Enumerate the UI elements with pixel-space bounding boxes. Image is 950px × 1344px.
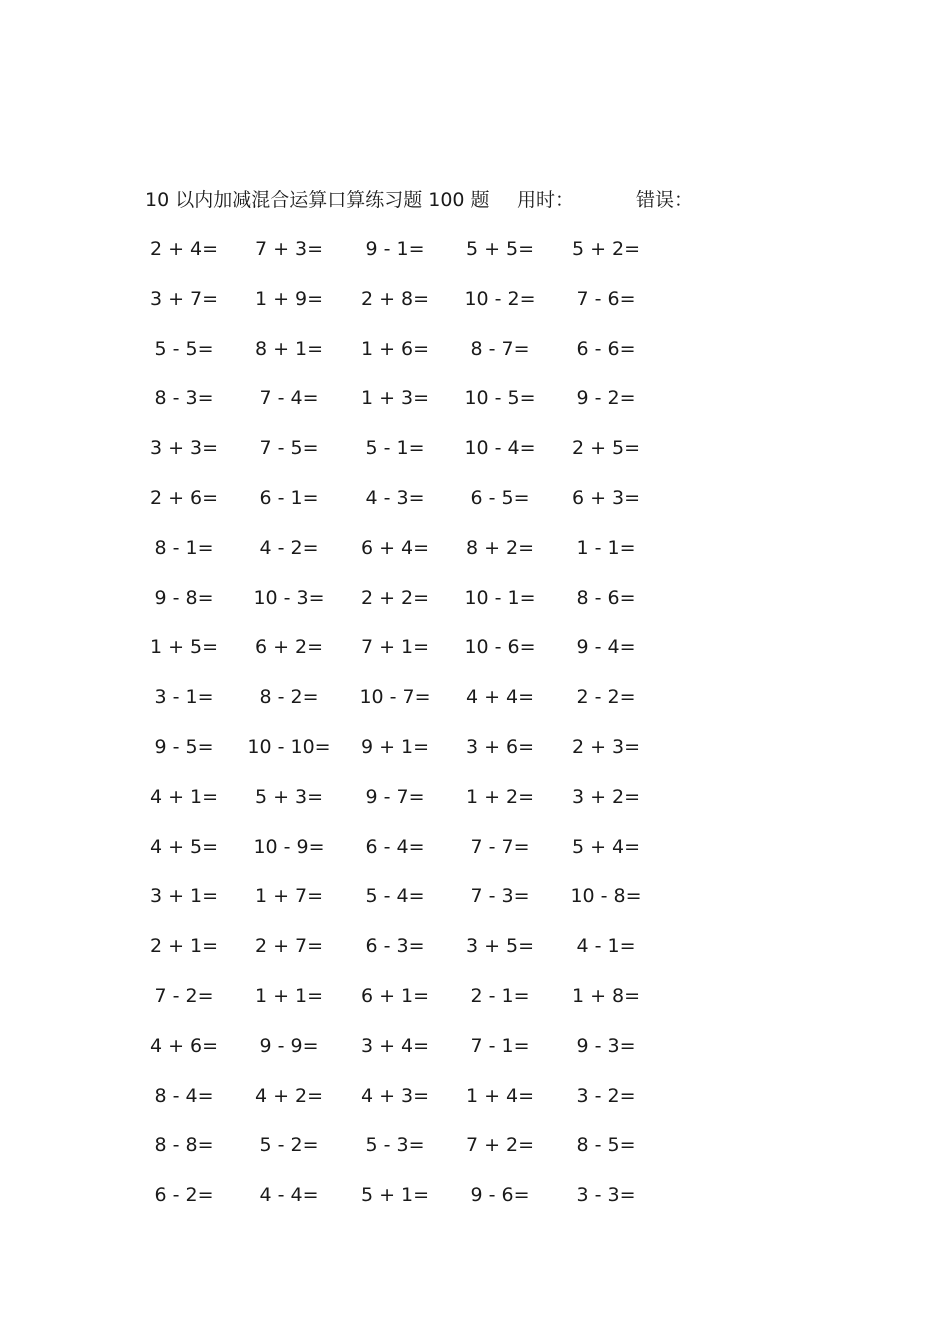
problem: 6 + 1= [360, 984, 430, 1007]
problem: 5 + 3= [254, 785, 324, 808]
problem: 10 - 3= [253, 586, 325, 609]
problem: 9 - 2= [576, 387, 636, 410]
problem: 1 + 6= [360, 337, 430, 360]
problem: 6 - 1= [259, 486, 319, 509]
problem: 2 - 1= [470, 984, 530, 1007]
problem-row [0, 882, 950, 932]
problem-row [0, 384, 950, 434]
problem: 4 + 2= [254, 1084, 324, 1107]
problem: 1 + 2= [465, 785, 535, 808]
problem-row [0, 733, 950, 783]
problem: 3 - 1= [154, 686, 214, 709]
problem: 4 - 3= [365, 486, 425, 509]
problem: 9 - 9= [259, 1034, 319, 1057]
problem: 2 + 1= [149, 935, 219, 958]
problem-row [0, 783, 950, 833]
problem: 2 + 5= [571, 437, 641, 460]
problem: 3 - 3= [576, 1184, 636, 1207]
worksheet-title: 10 以内加减混合运算口算练习题 100 题 [145, 189, 490, 211]
problem: 6 - 6= [576, 337, 636, 360]
problem: 1 + 1= [254, 984, 324, 1007]
problem: 4 + 3= [360, 1084, 430, 1107]
problem: 8 + 2= [465, 536, 535, 559]
problem: 5 - 3= [365, 1134, 425, 1157]
problem: 7 - 1= [470, 1034, 530, 1057]
problem: 4 + 6= [149, 1034, 219, 1057]
problem: 9 + 1= [360, 735, 430, 758]
problem: 7 + 1= [360, 636, 430, 659]
problem: 7 - 3= [470, 885, 530, 908]
problem: 8 - 7= [470, 337, 530, 360]
problem: 5 + 1= [360, 1184, 430, 1207]
problem: 4 - 1= [576, 935, 636, 958]
problem: 8 - 4= [154, 1084, 214, 1107]
worksheet-header [0, 186, 950, 214]
problem-row [0, 633, 950, 683]
problem-row [0, 932, 950, 982]
problem: 8 - 8= [154, 1134, 214, 1157]
problem: 3 + 4= [360, 1034, 430, 1057]
problem: 1 + 9= [254, 287, 324, 310]
problem: 4 + 1= [149, 785, 219, 808]
problem: 6 - 2= [154, 1184, 214, 1207]
problem: 2 + 6= [149, 486, 219, 509]
problem: 1 + 4= [465, 1084, 535, 1107]
problem: 6 - 5= [470, 486, 530, 509]
problem: 9 - 5= [154, 735, 214, 758]
problem: 2 - 2= [576, 686, 636, 709]
problem: 5 - 4= [365, 885, 425, 908]
problem: 10 - 2= [464, 287, 536, 310]
errors-label: 错误： [636, 189, 694, 211]
problem: 1 - 1= [576, 536, 636, 559]
problem-row [0, 1082, 950, 1132]
problem: 9 - 3= [576, 1034, 636, 1057]
problem: 7 - 7= [470, 835, 530, 858]
problem: 6 + 2= [254, 636, 324, 659]
problem-row [0, 285, 950, 335]
problem: 2 + 3= [571, 735, 641, 758]
problem: 5 - 1= [365, 437, 425, 460]
problem: 4 - 2= [259, 536, 319, 559]
problem: 1 + 8= [571, 984, 641, 1007]
problem: 5 + 2= [571, 238, 641, 260]
problem: 2 + 7= [254, 935, 324, 958]
problem: 7 + 3= [254, 238, 324, 260]
problem: 8 - 5= [576, 1134, 636, 1157]
problem: 7 - 5= [259, 437, 319, 460]
problem: 1 + 7= [254, 885, 324, 908]
problem: 7 - 2= [154, 984, 214, 1007]
problem: 8 - 1= [154, 536, 214, 559]
problem: 3 + 6= [465, 735, 535, 758]
problem-row [0, 833, 950, 883]
problem-row [0, 584, 950, 634]
problem: 10 - 6= [464, 636, 536, 659]
problem: 8 + 1= [254, 337, 324, 360]
problem-row [0, 235, 950, 285]
problem-grid [0, 235, 950, 1231]
problem-row [0, 484, 950, 534]
problem: 6 - 3= [365, 935, 425, 958]
problem: 9 - 8= [154, 586, 214, 609]
problem: 8 - 6= [576, 586, 636, 609]
problem-row [0, 683, 950, 733]
problem: 3 + 3= [149, 437, 219, 460]
problem: 9 - 7= [365, 785, 425, 808]
problem: 7 + 2= [465, 1134, 535, 1157]
problem: 6 - 4= [365, 835, 425, 858]
problem: 6 + 3= [571, 486, 641, 509]
problem: 7 - 6= [576, 287, 636, 310]
problem: 4 + 5= [149, 835, 219, 858]
problem: 3 - 2= [576, 1084, 636, 1107]
problem: 5 - 5= [154, 337, 214, 360]
problem: 10 - 4= [464, 437, 536, 460]
problem: 2 + 4= [149, 238, 219, 260]
problem: 4 - 4= [259, 1184, 319, 1207]
problem: 9 - 6= [470, 1184, 530, 1207]
problem-row [0, 1181, 950, 1231]
problem: 1 + 3= [360, 387, 430, 410]
problem: 3 + 1= [149, 885, 219, 908]
problem-row [0, 1032, 950, 1082]
time-label: 用时： [517, 189, 575, 211]
problem: 9 - 1= [365, 238, 425, 260]
problem: 2 + 2= [360, 586, 430, 609]
problem-row [0, 434, 950, 484]
problem: 8 - 3= [154, 387, 214, 410]
problem-row [0, 1131, 950, 1181]
problem: 4 + 4= [465, 686, 535, 709]
problem: 1 + 5= [149, 636, 219, 659]
problem: 5 + 5= [465, 238, 535, 260]
problem: 10 - 5= [464, 387, 536, 410]
problem: 2 + 8= [360, 287, 430, 310]
problem: 3 + 7= [149, 287, 219, 310]
problem: 8 - 2= [259, 686, 319, 709]
problem-row [0, 534, 950, 584]
problem-row [0, 982, 950, 1032]
problem: 3 + 5= [465, 935, 535, 958]
problem: 5 - 2= [259, 1134, 319, 1157]
problem: 7 - 4= [259, 387, 319, 410]
problem: 9 - 4= [576, 636, 636, 659]
problem: 10 - 1= [464, 586, 536, 609]
problem: 10 - 7= [359, 686, 431, 709]
problem: 6 + 4= [360, 536, 430, 559]
problem: 3 + 2= [571, 785, 641, 808]
problem: 10 - 10= [247, 735, 331, 758]
problem: 10 - 8= [570, 885, 642, 908]
problem-row [0, 335, 950, 385]
problem: 5 + 4= [571, 835, 641, 858]
problem: 10 - 9= [253, 835, 325, 858]
